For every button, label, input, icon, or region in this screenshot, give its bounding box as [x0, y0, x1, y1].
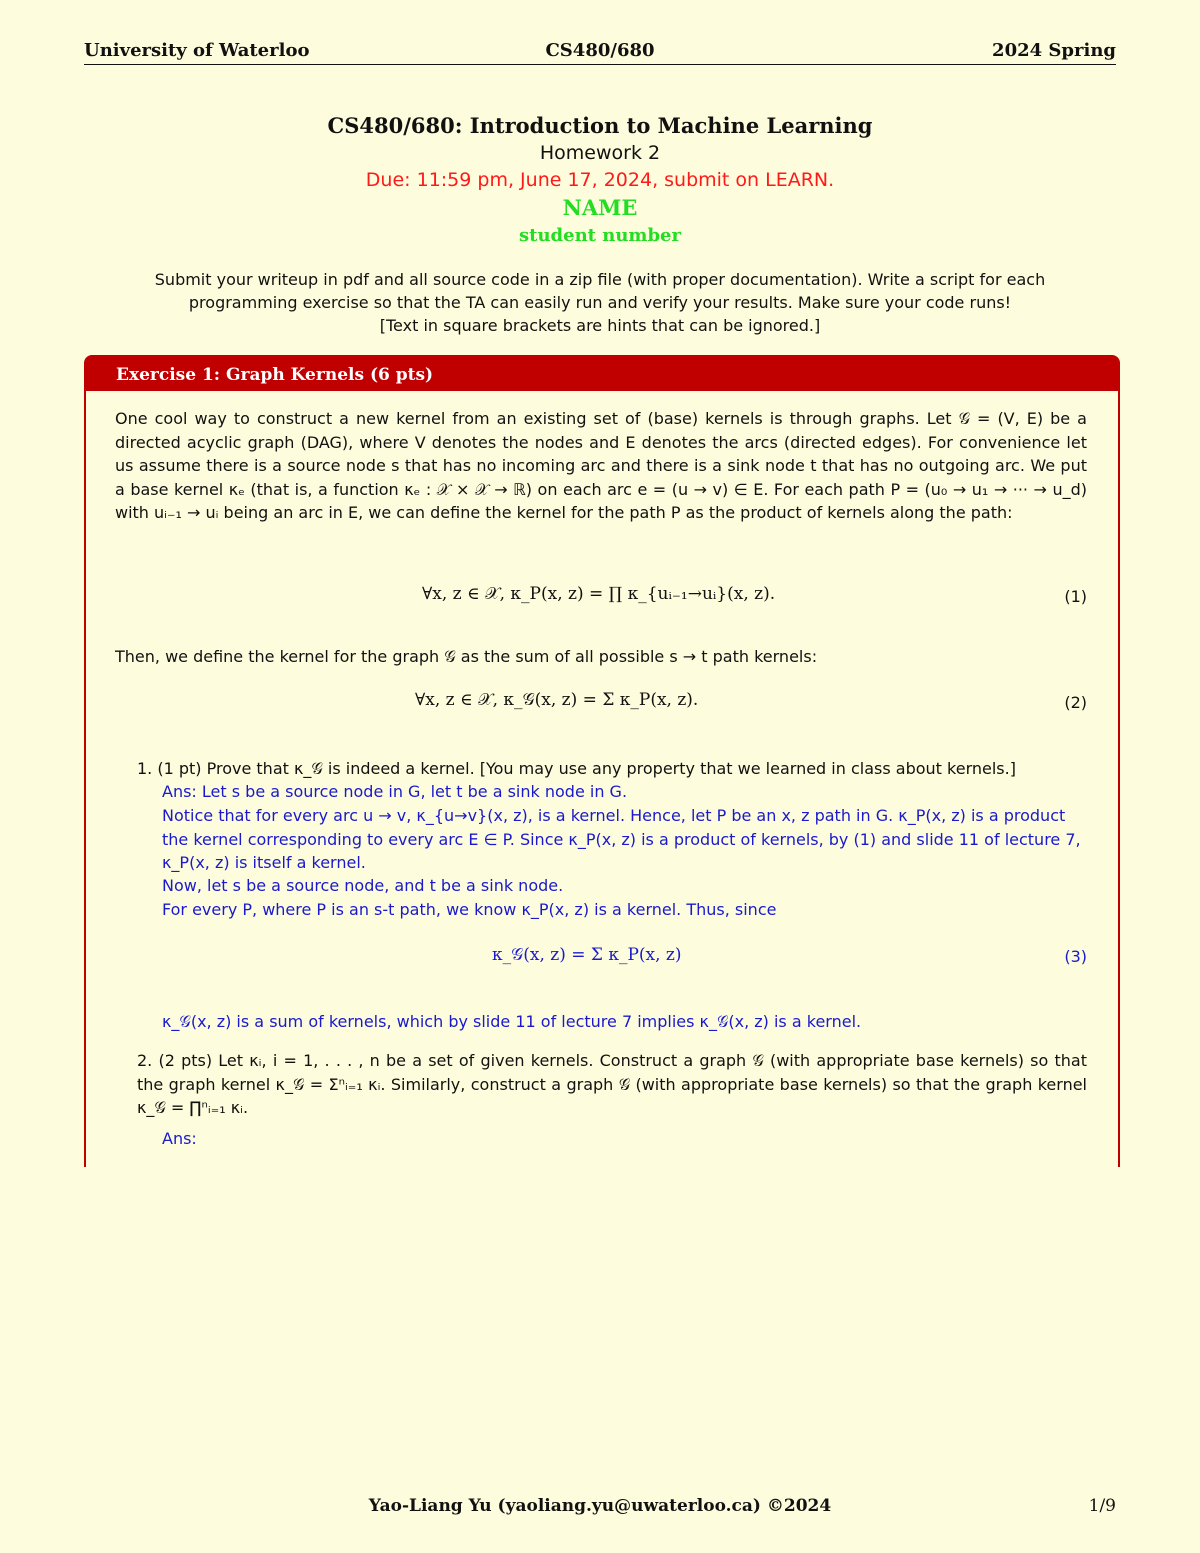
equation-3: κ_𝒢(x, z) = Σ κ_P(x, z) [492, 945, 682, 965]
equation-2-number: (2) [1064, 693, 1087, 712]
answer-1-conclusion: κ_𝒢(x, z) is a sum of kernels, which by slide 11 of lecture 7 implies κ_𝒢(x, z) is a kernel. [162, 1012, 862, 1031]
exercise-paragraph-1: One cool way to construct a new kernel from an existing set of (base) kernels is through graphs. Let 𝒢 = (V, E) be a directed acyclic graph (DAG), where V denotes the nodes and E denotes the arcs (directed edges). For convenience let us assume there is a source node s that has no incoming arc and there is a sink node t that has no outgoing arc. We put a base kernel κₑ (that is, a function κₑ : 𝒳 × 𝒳 → ℝ) on each arc e = (u → v) ∈ E. For each path P = (u₀ → u₁ → ··· → u_d) with uᵢ₋₁ → uᵢ being an arc in E, we can define the kernel for the path P as the product of kernels along the path: [115, 409, 1087, 522]
question-2: 2. (2 pts) Let κᵢ, i = 1, . . . , n be a set of given kernels. Construct a graph 𝒢 (with appropriate base kernels) so that the graph kernel κ_𝒢 = Σⁿᵢ₌₁ κᵢ. Similarly, construct a graph 𝒢 (with appropriate base kernels) so that the graph kernel κ_𝒢 = ∏ⁿᵢ₌₁ κᵢ. [137, 1051, 1087, 1117]
due-date: Due: 11:59 pm, June 17, 2024, submit on LEARN. [365, 169, 835, 191]
equation-1: ∀x, z ∈ 𝒳, κ_P(x, z) = ∏ κ_{uᵢ₋₁→uᵢ}(x, z). [422, 584, 776, 604]
exercise-title: Exercise 1: Graph Kernels (6 pts) [86, 357, 1118, 391]
equation-2: ∀x, z ∈ 𝒳, κ_𝒢(x, z) = Σ κ_P(x, z). [415, 690, 699, 710]
footer-author: Yao-Liang Yu (yaoliang.yu@uwaterloo.ca) ©2024 [368, 1496, 832, 1516]
exercise-paragraph-2: Then, we define the kernel for the graph 𝒢 as the sum of all possible s → t path kernels: [115, 647, 818, 666]
answer-2: Ans: [162, 1129, 197, 1148]
equation-1-number: (1) [1064, 587, 1087, 606]
answer-1-line-3: Now, let s be a source node, and t be a sink node. [162, 876, 564, 895]
question-1: 1. (1 pt) Prove that κ_𝒢 is indeed a kernel. [You may use any property that we learned in class about kernels.] [137, 759, 1016, 778]
header-left: University of Waterloo [84, 40, 310, 61]
answer-1-line-4: For every P, where P is an s-t path, we know κ_P(x, z) is a kernel. Thus, since [162, 900, 777, 919]
running-header [84, 38, 1116, 65]
equation-3-number: (3) [1064, 947, 1087, 966]
instructions: Submit your writeup in pdf and all source code in a zip file (with proper documentation). Write a script for each programming exercise so that the TA can easily run and verify your results. Make sure your code runs! [Text in square brackets are hints that can be ignored.] [154, 270, 1046, 335]
page-number: 1/9 [1088, 1496, 1116, 1516]
header-right: 2024 Spring [992, 40, 1116, 61]
title-block [0, 112, 1200, 250]
answer-1-paragraph: Notice that for every arc u → v, κ_{u→v}(x, z), is a kernel. Hence, let P be an x, z path in G. κ_P(x, z) is a product the kernel corresponding to every arc E ∈ P. Since κ_P(x, z) is a product of kernels, by (1) and slide 11 of lecture 7, κ_P(x, z) is itself a kernel. [162, 806, 1081, 872]
student-number: student number [519, 225, 681, 246]
student-name: NAME [562, 195, 638, 220]
header-center: CS480/680 [545, 40, 655, 61]
answer-1-line-1: Ans: Let s be a source node in G, let t be a sink node in G. [162, 782, 628, 801]
course-title: CS480/680: Introduction to Machine Learning [327, 113, 873, 138]
homework-label: Homework 2 [539, 142, 661, 164]
